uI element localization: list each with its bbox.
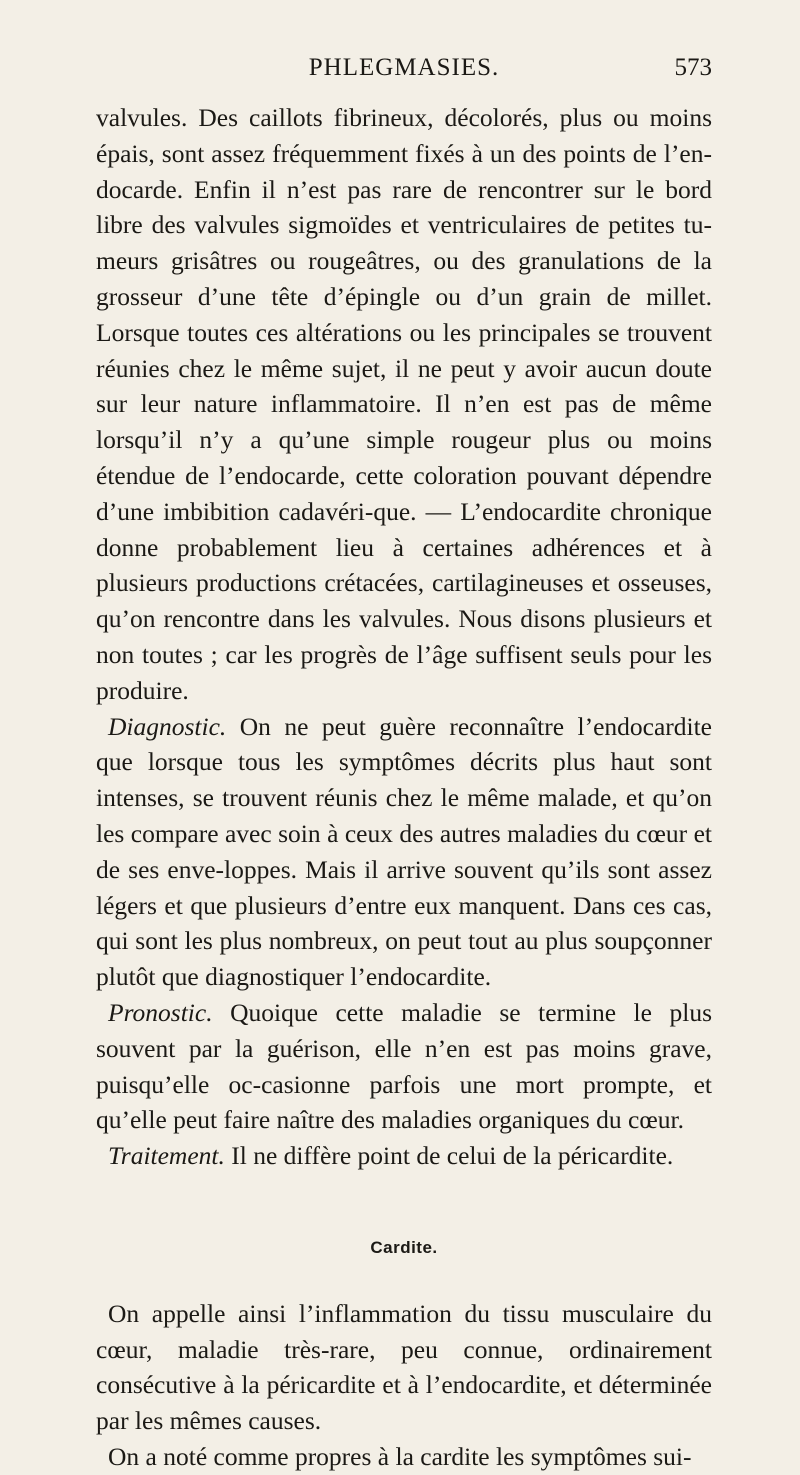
body-text — [96, 100, 712, 1475]
traitement-label: Traitement. — [108, 1141, 225, 1171]
pronostic-text: Quoique cette maladie se termine le plus souvent par la guérison, elle n’en est pas moins grave, puisqu’elle oc-casionne parfois une mort prompte, et qu’elle peut faire naître des maladies organiques du cœur. — [96, 997, 712, 1135]
section-title-cardite: Cardite. — [370, 1237, 438, 1257]
paragraph-cardite-symptoms: On a noté comme propres à la cardite les symptômes sui- — [108, 1441, 692, 1471]
paragraph-continuation: valvules. Des caillots fibrineux, décolorés, plus ou moins épais, sont assez fréquemment fixés à un des points de l’en-docarde. Enfin il n’est pas rare de rencontrer sur le bord libre des valvules sigmoïdes et ventriculaires de petites tu-meurs grisâtres ou rougeâtres, ou des granulations de la grosseur d’une tête d’épingle ou d’un grain de millet. Lorsque toutes ces altérations ou les principales se trouvent réunies chez le même sujet, il ne peut y avoir aucun doute sur leur nature inflammatoire. Il n’en est pas de même lorsqu’il n’y a qu’une simple rougeur plus ou moins étendue de l’endocarde, cette coloration pouvant dépendre d’une imbibition cadavéri-que. — L’endocardite chronique donne probablement lieu à certaines adhérences et à plusieurs productions crétacées, cartilagineuses et osseuses, qu’on rencontre dans les valvules. Nous disons plusieurs et non toutes ; car les progrès de l’âge suffisent seuls pour les produire. — [96, 103, 712, 705]
running-title: PHLEGMASIES. — [308, 54, 500, 81]
diagnostic-text: On ne peut guère reconnaître l’endocardite que lorsque tous les symptômes décrits plus haut sont intenses, se trouvent réunis chez le même malade, et qu’on les compare avec soin à ceux des autres maladies du cœur et de ses enve-loppes. Mais il arrive souvent qu’ils sont assez légers et que plusieurs d’entre eux manquent. Dans ces cas, qui sont les plus nombreux, on peut tout au plus soupçonner plutôt que diagnostiquer l’endocardite. — [96, 711, 712, 992]
diagnostic-label: Diagnostic. — [108, 711, 227, 741]
traitement-text: Il ne diffère point de celui de la péricardite. — [224, 1141, 674, 1171]
page-number: 573 — [674, 54, 712, 81]
paragraph-traitement — [96, 1138, 712, 1174]
pronostic-label: Pronostic. — [108, 997, 213, 1027]
paragraph-diagnostic — [96, 709, 712, 995]
paragraph-pronostic — [96, 995, 712, 1138]
document-page — [96, 48, 712, 1475]
page-header — [96, 48, 712, 84]
paragraph-cardite-definition: On appelle ainsi l’inflammation du tissu musculaire du cœur, maladie très-rare, peu connue, ordinairement consécutive à la péricardite et à l’endocardite, et déterminée par les mêmes causes. — [96, 1298, 712, 1436]
